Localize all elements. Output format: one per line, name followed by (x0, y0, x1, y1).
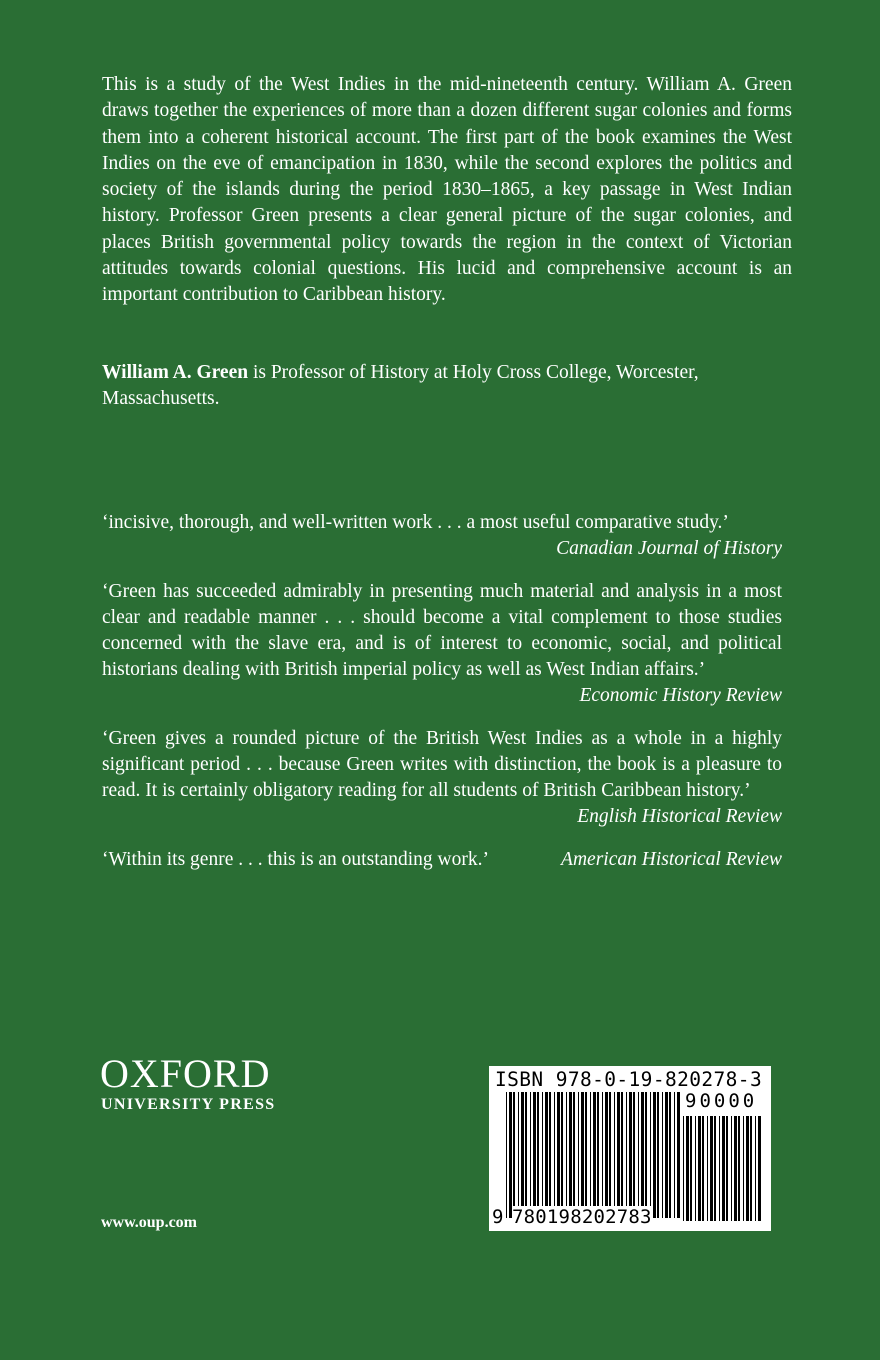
ean-digits: 780198202783 (512, 1206, 652, 1228)
publisher-logo: OXFORD (100, 1051, 271, 1096)
ean-first-digit: 9 (492, 1206, 504, 1228)
isbn-label: ISBN 978-0-19-820278-3 (495, 1068, 763, 1091)
review-source: English Historical Review (577, 806, 782, 827)
blurb-text: This is a study of the West Indies in the mid-nineteenth century. William A. Green draws together the experiences of more than a dozen different sugar colonies and forms them into a coherent historical account. The first part of the book examines the West Indies on the eve of emancipation in 1830, while the second explores the politics and society of the islands during the period 1830–1865, a key passage in West Indian history. Professor Green presents a clear general picture of the sugar colonies, and places British governmental policy towards the region in the context of Victorian attitudes towards colonial questions. His lucid and comprehensive account is an important contribution to Caribbean history. (102, 74, 792, 306)
review-quote-text: ‘Green gives a rounded picture of the British West Indies as a whole in a highly significant period . . . because Green writes with distinction, the book is a pleasure to read. It is certainly obligatory reading for all students of British Caribbean history.’ (102, 728, 782, 801)
review-quote-text: ‘Green has succeeded admirably in presenting much material and analysis in a most clear and readable manner . . . should become a vital complement to those studies concerned with the slave era, and is of interest to economic, social, and political historians dealing with British imperial policy as well as West Indian affairs.’ (102, 581, 782, 680)
barcode-bars (505, 1092, 681, 1218)
review-quote (102, 510, 782, 562)
author-name: William A. Green (102, 362, 249, 383)
blurb (102, 72, 792, 309)
review-source: Economic History Review (579, 685, 782, 706)
review-quote (102, 579, 782, 709)
review-quote (102, 847, 782, 873)
isbn-barcode (489, 1066, 771, 1231)
barcode-addon-number: 90000 (685, 1090, 758, 1112)
author-bio (102, 360, 792, 412)
review-quote-text: ‘Within its genre . . . this is an outstanding work.’ (102, 849, 490, 870)
author-bio-text: is Professor of History at Holy Cross College, Worcester, Massachusetts. (102, 362, 699, 409)
publisher-subtitle: UNIVERSITY PRESS (101, 1096, 276, 1113)
publisher-url: www.oup.com (101, 1214, 198, 1231)
review-source: American Historical Review (561, 849, 782, 870)
review-quote (102, 726, 782, 830)
review-source: Canadian Journal of History (556, 538, 782, 559)
review-quote-text: ‘incisive, thorough, and well-written work . . . a most useful comparative study.’ (102, 512, 729, 533)
review-quotes (102, 510, 782, 890)
barcode-addon-bars (682, 1116, 764, 1221)
